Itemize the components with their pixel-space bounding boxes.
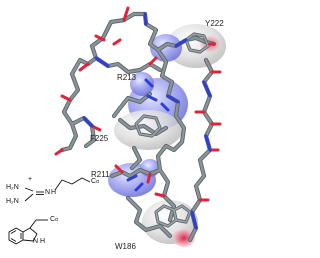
residue-label-y222: Y222 [205, 19, 224, 28]
inset-trp-calpha-alpha: α [55, 217, 58, 223]
residue-label-r213: R213 [117, 73, 137, 82]
residue-label-w186: W186 [115, 242, 136, 251]
chemical-structure-inset [9, 178, 90, 244]
inset-indole-n: N [33, 238, 39, 245]
inset-guanidinium-n: N [45, 189, 51, 196]
inset-nh2-bottom: H₂N [6, 198, 19, 205]
inset-arg-calpha [91, 178, 99, 185]
inset-arg-calpha-alpha: α [96, 179, 99, 185]
residue-label-f225: F225 [90, 134, 109, 143]
inset-trp-calpha-c: C [50, 216, 56, 223]
inset-guanidinium-h: H [51, 189, 57, 196]
inset-indole-h: H [40, 238, 46, 245]
inset-nh2-top: H₂N [6, 184, 19, 191]
inset-guanidinium-charge: + [28, 176, 33, 183]
inset-arg-calpha-c: C [91, 178, 97, 185]
inset-trp-calpha [50, 216, 58, 223]
residue-label-r211: R211 [91, 170, 110, 179]
